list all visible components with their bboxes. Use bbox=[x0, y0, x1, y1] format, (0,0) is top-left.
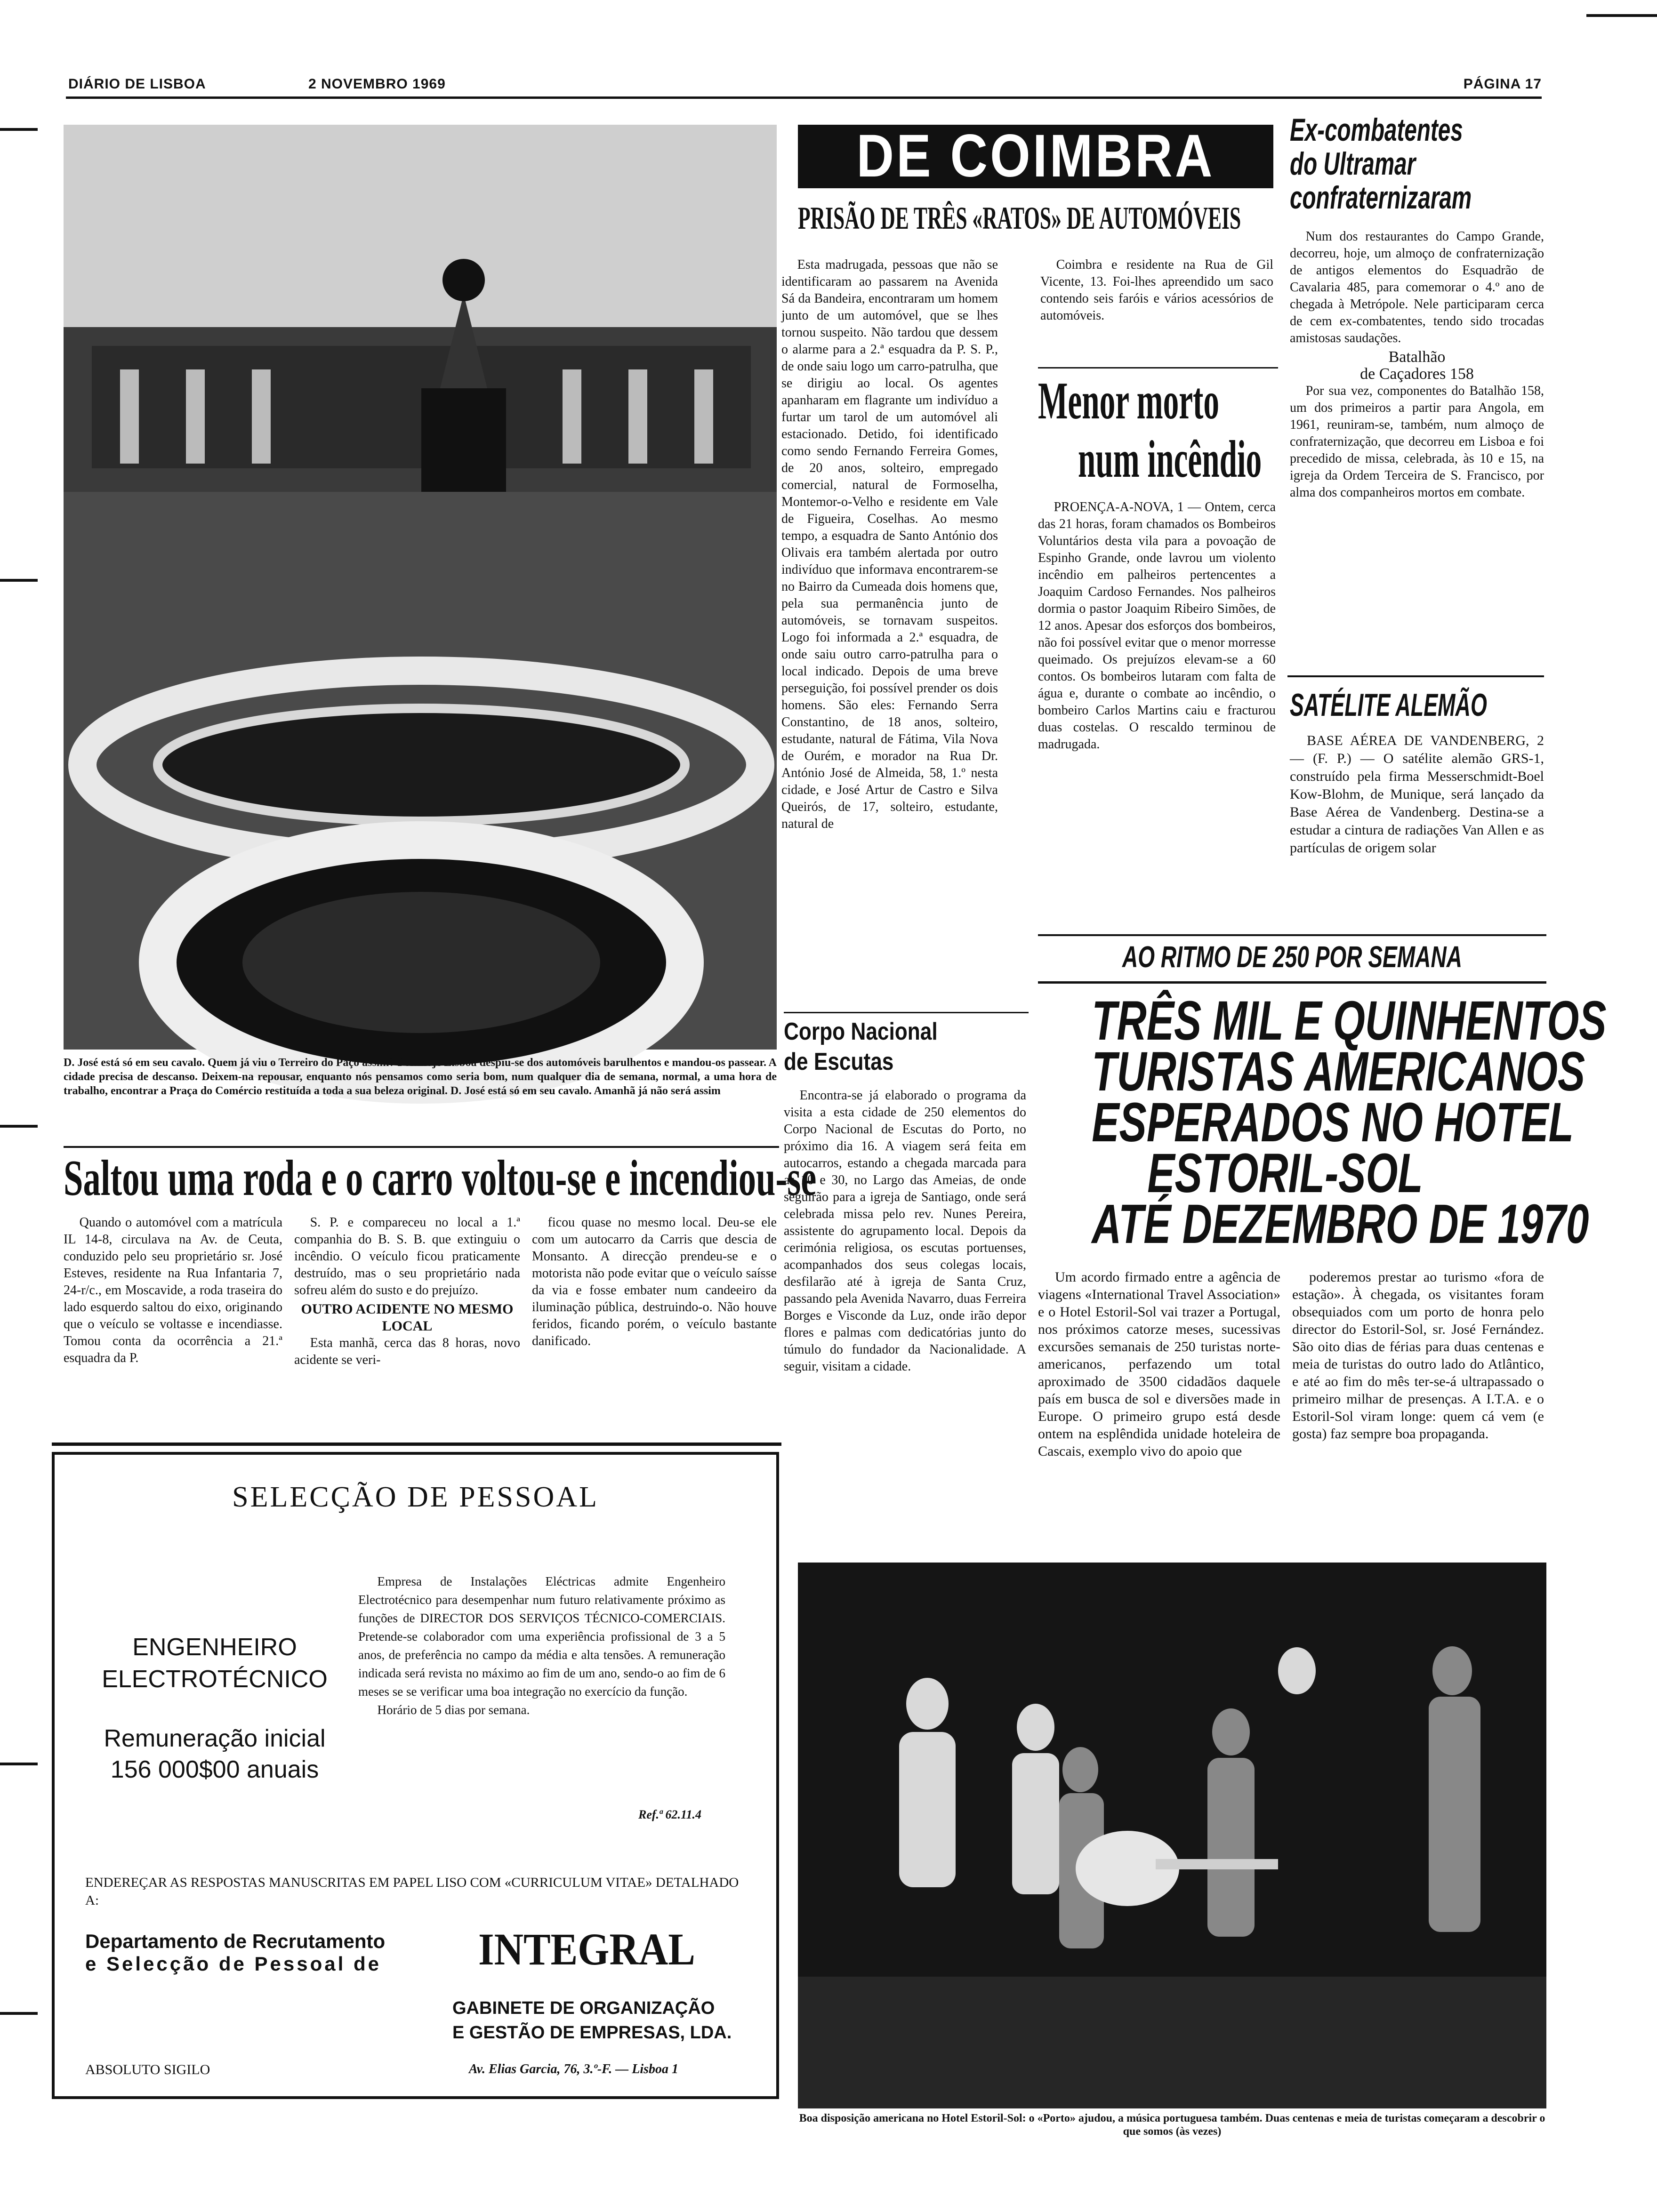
ad-hours: Horário de 5 dias por semana. bbox=[377, 1703, 530, 1717]
menor-headline bbox=[1038, 372, 1276, 494]
ad-role bbox=[83, 1631, 346, 1695]
rule bbox=[52, 1443, 781, 1446]
satelite-headline-wrap bbox=[1290, 687, 1544, 725]
estoril-photo-caption: Boa disposição americana no Hotel Estoril-Sol: o «Porto» ajudou, a música portuguesa também. Duas centenas e meia de turistas começaram a descobrir o que somos (às vezes) bbox=[799, 2112, 1545, 2138]
page-number: PÁGINA 17 bbox=[1463, 76, 1542, 92]
margin-mark bbox=[0, 128, 38, 131]
menor-body-col bbox=[1038, 499, 1276, 922]
ad-body bbox=[358, 1572, 725, 1719]
excomb-text: Por sua vez, componentes do Batalhão 158, um dos primeiros a partir para Angola, em 1961, reuniram-se, também, num almoço de confraternização, que decorreu em Lisboa e foi precedido de missa, celebrada, às 10 e 15, na igreja da Ordem Terceira de S. Francisco, por alma dos companheiros mortos em combate. bbox=[1290, 384, 1544, 500]
paper-name: DIÁRIO DE LISBOA bbox=[68, 76, 206, 92]
ad-company bbox=[452, 1996, 732, 2045]
ad-pay bbox=[83, 1723, 346, 1785]
ad-pay-line: Remuneração inicial bbox=[104, 1725, 326, 1752]
ad-title: SELECÇÃO DE PESSOAL bbox=[232, 1481, 599, 1513]
escutas-body-col bbox=[784, 1087, 1026, 1558]
menor-headline-line: Menor morto bbox=[1038, 372, 1220, 430]
coimbra-banner-text: DE COIMBRA bbox=[856, 122, 1215, 190]
roda-col-3 bbox=[532, 1214, 777, 1426]
ad-pay-line: 156 000$00 anuais bbox=[110, 1756, 319, 1783]
turistas-col-1 bbox=[1038, 1268, 1280, 1560]
excomb-text: Num dos restaurantes do Campo Grande, decorreu, hoje, um almoço de confraternização de antigos elementos do Esquadrão de Cavalaria 485, para comemorar o 4.º ano de chegada à Metrópole. Nele participaram cerca de cem ex-combatentes, tendo sido trocadas amistosas saudações. bbox=[1290, 229, 1544, 345]
ad-body-text: Empresa de Instalações Eléctricas admite Engenheiro Electrotécnico para desempenhar num futuro relativamente próximo as funções de DIRECTOR DOS SERVIÇOS TÉCNICO-COMERCIAIS. Pretende-se colaborador com uma experiência profissional de 3 a 5 anos, de preferência no campo da média e alta tensões. A remuneração indicada será revista no máximo ao fim de um ano, sendo-o ao fim de 6 meses se se verificar uma boa integração no exercício da função. bbox=[358, 1574, 725, 1699]
roda-text: Esta manhã, cerca das 8 horas, novo acidente se veri- bbox=[294, 1336, 520, 1367]
roda-headline-wrap bbox=[64, 1150, 817, 1207]
rule bbox=[64, 1146, 779, 1148]
roda-text: ficou quase no mesmo local. Deu-se ele com um autocarro da Carris que descia de Monsanto. A direcção prendeu-se e o motorista não pode evitar que o veículo saísse da via e fosse embater num candeeiro da iluminação pública, destruindo-o. Não houve feridos, ficando porém, o veículo bastante danificado. bbox=[532, 1215, 777, 1348]
excomb-headline-line: do Ultramar bbox=[1290, 146, 1416, 182]
coimbra-headline: PRISÃO DE TRÊS «RATOS» DE AUTOMÓVEIS bbox=[798, 200, 1241, 236]
coimbra-banner bbox=[798, 122, 1273, 190]
ad-address-intro: ENDEREÇAR AS RESPOSTAS MANUSCRITAS EM PAPEL LISO COM «CURRICULUM VITAE» DETALHADO A: bbox=[85, 1875, 739, 1908]
coimbra-text: Coimbra e residente na Rua de Gil Vicente, 13. Foi-lhes apreendido um saco contendo seis faróis e vários acessórios de automóveis. bbox=[1040, 257, 1273, 323]
menor-headline-line: num incêndio bbox=[1078, 430, 1262, 489]
photo-caption: D. José está só em seu cavalo. Quem já viu o Terreiro do Paço assim? Pois hoje Lisboa despiu-se dos automóveis barulhentos e mandou-os passear. A cidade precisa de descanso. Deixem-na repousar, enquanto nós pensamos como seria bom, num qualquer dia de semana, normal, a uma hora de trabalho, encontrar a Praça do Comércio restituída a toda a sua beleza original. D. José está só em seu cavalo. Amanhã já não será assim bbox=[64, 1057, 777, 1097]
turistas-text: Um acordo firmado entre a agência de viagens «International Travel Association» e o Hotel Estoril-Sol vai trazer a Portugal, nos próximos catorze meses, sucessivas excursões semanais de 250 turistas norte-americanos, perfazendo um total aproximado de 3500 cidadãos daquele país em busca de sol e diversões made in Europe. O primeiro grupo está desde ontem na esplêndida unidade hoteleira de Cascais, exemplo vivo do apoio que bbox=[1038, 1269, 1280, 1459]
recruitment-ad bbox=[52, 1452, 779, 2099]
turistas-kicker: AO RITMO DE 250 POR SEMANA bbox=[1122, 940, 1463, 974]
satelite-text: BASE AÉREA DE VANDENBERG, 2 — (F. P.) — O satélite alemão GRS-1, construído pela firma Messerschmidt-Boel Kow-Blohm, de Munique, será lançado da Base Aérea de Vandenberg. Destina-se a estudar a cintura de radiações Van Allen e as partículas de origem solar bbox=[1290, 733, 1544, 856]
rule bbox=[784, 1012, 1029, 1013]
ad-dept-line: e Selecção de Pessoal de bbox=[85, 1953, 381, 1975]
ad-role-line: ENGENHEIRO bbox=[132, 1634, 297, 1661]
roda-headline: Saltou uma roda e o carro voltou-se e incendiou-se bbox=[64, 1150, 817, 1206]
ad-company-line: GABINETE DE ORGANIZAÇÃO bbox=[452, 1998, 715, 2018]
estoril-sol-photo bbox=[798, 1563, 1546, 2108]
escutas-headline-line: Corpo Nacional bbox=[784, 1018, 938, 1045]
excomb-subhead-line: Batalhão bbox=[1388, 348, 1446, 366]
margin-mark bbox=[0, 1125, 38, 1128]
turistas-headline-line: ESPERADOS NO HOTEL bbox=[1092, 1091, 1574, 1154]
roda-subhead: OUTRO ACIDENTE NO MESMO LOCAL bbox=[301, 1301, 514, 1334]
turistas-headline-line: TURISTAS AMERICANOS bbox=[1092, 1041, 1585, 1103]
turistas-col-2 bbox=[1292, 1268, 1544, 1560]
excomb-headline bbox=[1290, 113, 1544, 226]
margin-mark bbox=[0, 1763, 38, 1765]
ad-dept bbox=[85, 1930, 385, 1975]
escutas-headline bbox=[784, 1017, 1029, 1085]
square-image bbox=[64, 125, 777, 1050]
rule bbox=[1038, 981, 1546, 984]
roda-text: Quando o automóvel com a matrícula IL 14-8, circulava na Av. de Ceuta, conduzido pelo seu proprietário sr. José Esteves, residente na Rua Infantaria 7, 24-r/c., em Moscavide, a roda traseira do lado esquerdo saltou do eixo, originando que o veículo se voltasse e incendiasse. Tomou conta da ocorrência a 21.ª esquadra da P. bbox=[64, 1215, 282, 1365]
excomb-headline-line: Ex-combatentes bbox=[1290, 112, 1463, 148]
rule bbox=[1038, 934, 1546, 936]
turistas-headline-line: ESTORIL-SOL bbox=[1147, 1142, 1423, 1204]
turistas-headline bbox=[1024, 990, 1607, 1259]
issue-date: 2 NOVEMBRO 1969 bbox=[308, 76, 446, 92]
coimbra-text: Esta madrugada, pessoas que não se identificaram ao passarem na Avenida Sá da Bandeira, encontraram um homem junto de um automóvel, que se lhes tornou suspeito. Não tardou que dessem o alarme para a 2.ª esquadra da P. S. P., de onde saiu logo um carro-patrulha, que se dirigiu ao local. Os agentes apanharam em flagrante um indivíduo a furtar um tarol de um automóvel ali estacionado. Detido, foi identificado como sendo Fernando Ferreira Gomes, de 20 anos, solteiro, empregado comercial, natural de Formoselha, Montemor-o-Velho e residente em Vale de Figueira, Coselhas. Ao mesmo tempo, a esquadra de Santo António dos Olivais era também alertada por outro indivíduo que informava encontrarem-se no Bairro da Cumeada dois homens que, pela sua permanência junto de automóveis, se tornavam suspeitos. Logo foi informada a 2.ª esquadra, de onde saiu outro carro-patrulha para o local indicado. Depois de uma breve perseguição, foi possível prender os dois homens. São eles: Fernando Serra Constantino, de 18 anos, solteiro, estudante, natural de Fátima, Vila Nova de Ourém, e morador na Rua Dr. António José de Almeida, 58, 1.º nesta cidade, e José Artur de Castro e Silva Queirós, de 17, solteiro, estudante, natural de bbox=[781, 257, 998, 831]
terreiro-do-paco-photo bbox=[64, 125, 777, 1050]
ad-brand: INTEGRAL bbox=[478, 1924, 695, 1974]
margin-mark bbox=[0, 2012, 38, 2015]
ad-company-line: E GESTÃO DE EMPRESAS, LDA. bbox=[452, 2023, 732, 2043]
satelite-headline: SATÉLITE ALEMÃO bbox=[1290, 687, 1487, 723]
rule bbox=[1038, 367, 1278, 369]
coimbra-col-2 bbox=[1040, 256, 1273, 358]
margin-mark bbox=[0, 579, 38, 582]
turistas-text: poderemos prestar ao turismo «fora de estação». À chegada, os visitantes foram obsequiados com um porto de honra pelo director do Estoril-Sol, sr. José Fernández. São oito dias de férias para duas centenas e meia de turistas do outro lado do Atlântico, e até ao fim do mês ter-se-á ultrapassado o primeiro milhar de presenças. A I.T.A. e o Estoril-Sol viram longe: quem cá vem (e gosta) faz sempre boa propaganda. bbox=[1292, 1269, 1544, 1442]
rule bbox=[1287, 675, 1544, 677]
ad-role-line: ELECTROTÉCNICO bbox=[102, 1666, 328, 1693]
turistas-headline-line: TRÊS MIL E QUINHENTOS bbox=[1092, 990, 1607, 1052]
roda-col-1 bbox=[64, 1214, 282, 1426]
turistas-headline-line: ATÉ DEZEMBRO DE 1970 bbox=[1092, 1193, 1589, 1255]
ad-secrecy: ABSOLUTO SIGILO bbox=[85, 2062, 210, 2077]
ad-address: Av. Elias Garcia, 76, 3.º-F. — Lisboa 1 bbox=[469, 2062, 679, 2076]
ad-dept-line: Departamento de Recrutamento bbox=[85, 1930, 386, 1952]
escutas-text: Encontra-se já elaborado o programa da visita a esta cidade de 250 elementos do Corpo Nacional de Escutas do Porto, no próximo dia 16. A viagem será feita em autocarros, estando a chegada marcada para as 10 e 30, no Largo das Ameias, de onde seguirão para a igreja de Santiago, onde será celebrada missa pelo rev. Nunes Pereira, assistente do agrupamento local. Depois da cerimónia religiosa, os escutas portuenses, acompanhados dos seus colegas locais, desfilarão até à igreja de Santa Cruz, passando pela Avenida Navarro, duas Ferreira Borges e Visconde da Luz, onde irão depor flores e palmas com dedicatórias junto do túmulo do fundador da Nacionalidade. A seguir, visitam a cidade. bbox=[784, 1088, 1026, 1374]
coimbra-col-1 bbox=[781, 256, 998, 1021]
excomb-subhead-line: de Caçadores 158 bbox=[1360, 365, 1474, 383]
roda-col-2 bbox=[294, 1214, 520, 1426]
excomb-headline-line: confraternizaram bbox=[1290, 180, 1472, 216]
margin-mark bbox=[1586, 14, 1657, 17]
roda-text: S. P. e compareceu no local a 1.ª companhia do B. S. B. que extinguiu o incêndio. O veículo ficou praticamente destruído, mas o seu proprietário nada sofreu além do susto e do prejuízo. bbox=[294, 1215, 520, 1298]
coimbra-headline-wrap bbox=[798, 200, 1278, 238]
ad-ref: Ref.ª 62.11.4 bbox=[638, 1808, 702, 1821]
turistas-kicker-wrap bbox=[1038, 939, 1546, 977]
menor-text: PROENÇA-A-NOVA, 1 — Ontem, cerca das 21 horas, foram chamados os Bombeiros Voluntários desta vila para a povoação de Espinho Grande, onde lavrou um violento incêndio em palheiros pertencentes a Joaquim Cardoso Fernandes. Nos palheiros dormia o pastor Joaquim Ribeiro Simões, de 12 anos. Apesar dos esforços dos bombeiros, não foi possível evitar que o menor morresse queimado. Os prejuízos elevam-se a 60 contos. Os bombeiros lutaram com falta de água e, durante o combate ao incêndio, o bombeiro Carlos Martins caiu e fracturou duas costelas. O rescaldo terminou de madrugada. bbox=[1038, 500, 1276, 752]
satelite-body-col bbox=[1290, 732, 1544, 930]
escutas-headline-line: de Escutas bbox=[784, 1048, 894, 1075]
tourists-image bbox=[798, 1563, 1546, 2108]
header-rule bbox=[66, 96, 1542, 99]
